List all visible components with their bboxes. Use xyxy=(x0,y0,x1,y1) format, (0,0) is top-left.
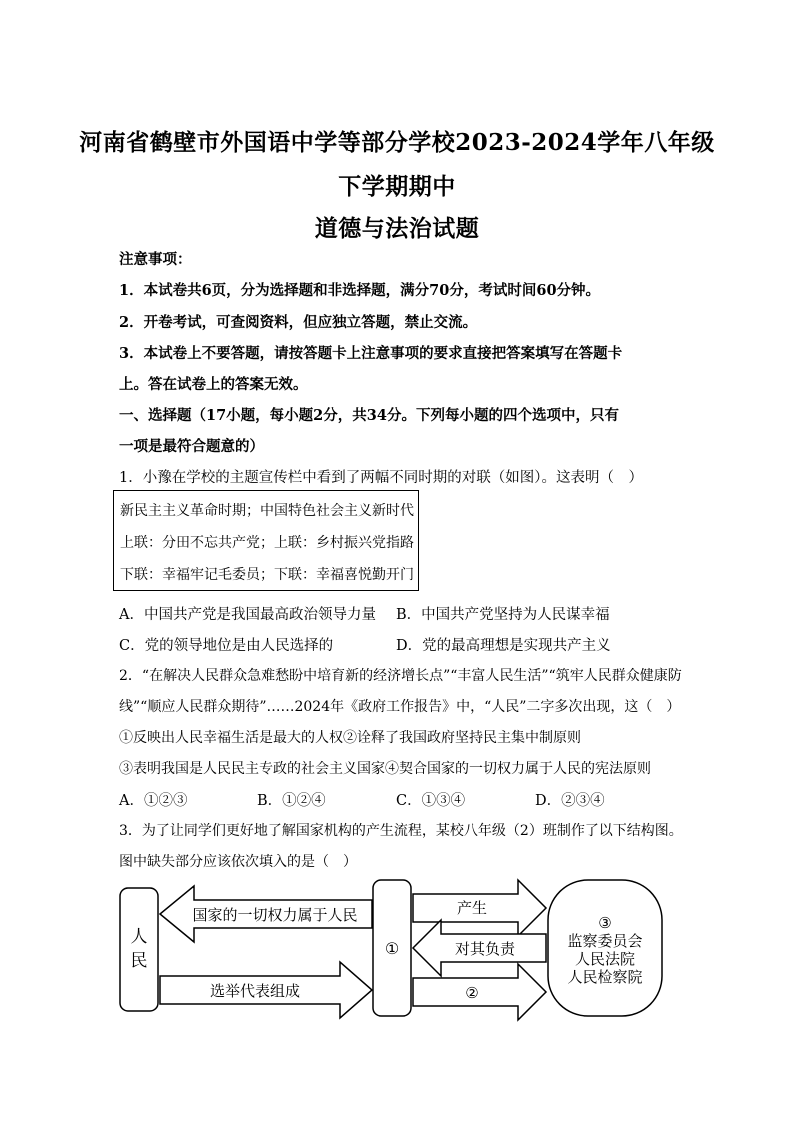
notice-item-1: 1．本试卷共6页，分为选择题和非选择题，满分70分，考试时间60分钟。 xyxy=(119,282,601,299)
q2-stem-line1: 2．“在解决人民群众急难愁盼中培育新的经济增长点”“丰富人民生活”“筑牢人民群众健康防 xyxy=(119,668,682,684)
notice-item-3-cont: 上。答在试卷上的答案无效。 xyxy=(119,376,308,393)
q1-couplet-box xyxy=(113,490,419,591)
notice-item-2: 2．开卷考试，可查阅资料，但应独立答题，禁止交流。 xyxy=(119,314,478,331)
q1-option-c[interactable]: C．党的领导地位是由人民选择的 xyxy=(119,638,334,654)
section1-heading-cont: 一项是最符合题意的） xyxy=(119,438,264,455)
peoples-court-label: 人民法院 xyxy=(574,950,636,968)
center-blank-label: ① xyxy=(384,939,400,958)
couplet-line-1: 新民主主义革命时期；中国特色社会主义新时代 xyxy=(120,503,414,519)
q1-stem: 1．小豫在学校的主题宣传栏中看到了两幅不同时期的对联（如图）。这表明（ ） xyxy=(119,470,643,486)
couplet-line-2: 上联：分田不忘共产党；上联：乡村振兴党指路 xyxy=(120,535,414,551)
section1-heading: 一、选择题（17小题，每小题2分，共34分。下列每小题的四个选项中，只有 xyxy=(119,407,619,424)
q2-option-d[interactable]: D．②③④ xyxy=(535,793,605,809)
q3-stem-line1: 3．为了让同学们更好地了解国家机构的产生流程，某校八年级（2）班制作了以下结构图。 xyxy=(119,823,683,839)
q2-statements-line2: ③表明我国是人民民主专政的社会主义国家④契合国家的一切权力属于人民的宪法原则 xyxy=(119,761,651,777)
q2-option-b[interactable]: B．①②④ xyxy=(257,793,326,809)
arrow-blank-label: ② xyxy=(465,984,479,1002)
arrow-blank xyxy=(413,964,546,1020)
q3-stem-line2: 图中缺失部分应该依次填入的是（ ） xyxy=(119,854,357,870)
state-organs-blank: ③ xyxy=(598,914,612,932)
people-char-1: 人 xyxy=(130,927,148,947)
q1-option-d[interactable]: D．党的最高理想是实现共产主义 xyxy=(396,638,611,654)
notice-item-3: 3．本试卷上不要答题，请按答题卡上注意事项的要求直接把答案填写在答题卡 xyxy=(119,345,623,362)
q2-option-a[interactable]: A．①②③ xyxy=(119,793,188,809)
subject-title: 道德与法治试题 xyxy=(314,215,480,242)
arrow-power-label: 国家的一切权力属于人民 xyxy=(192,906,358,924)
q1-option-b[interactable]: B．中国共产党坚持为人民谋幸福 xyxy=(396,607,610,623)
q1-option-a[interactable]: A．中国共产党是我国最高政治领导力量 xyxy=(119,607,376,623)
people-char-2: 民 xyxy=(130,951,148,971)
q2-statements-line1: ①反映出人民幸福生活是最大的人权②诠释了我国政府坚持民主集中制原则 xyxy=(119,730,581,746)
exam-title-line2: 下学期期中 xyxy=(338,173,456,200)
q3-structure-diagram xyxy=(110,870,690,1030)
exam-title-line1: 河南省鹤壁市外国语中学等部分学校2023-2024学年八年级 xyxy=(79,129,715,156)
q2-stem-line2: 线”“顺应人民群众期待”……2024年《政府工作报告》中，“人民”二字多次出现，这（ ） xyxy=(119,699,681,715)
q2-option-c[interactable]: C．①③④ xyxy=(396,793,466,809)
people-box xyxy=(120,888,158,1011)
supervisory-commission-label: 监察委员会 xyxy=(567,932,643,950)
arrow-responsible-label: 对其负责 xyxy=(454,940,516,958)
notice-heading: 注意事项： xyxy=(119,251,192,268)
couplet-line-3: 下联：幸福牢记毛委员；下联：幸福喜悦勤开门 xyxy=(120,567,414,583)
procuratorate-label: 人民检察院 xyxy=(567,968,643,986)
arrow-produce-label: 产生 xyxy=(456,899,488,917)
arrow-elect-label: 选举代表组成 xyxy=(209,982,301,1000)
